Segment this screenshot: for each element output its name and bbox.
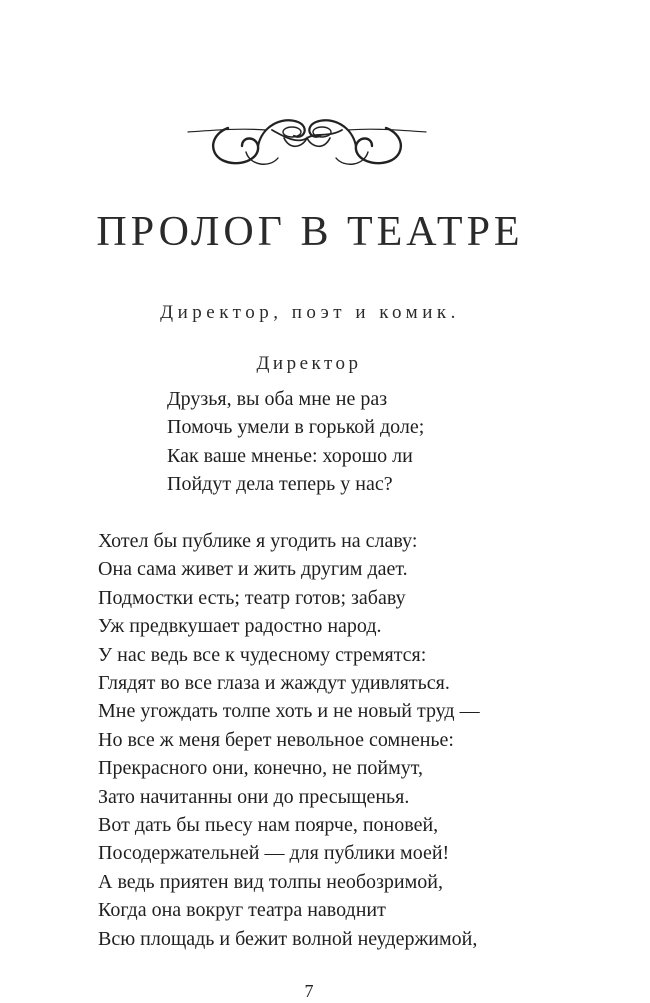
verse-line: Когда она вокруг театра наводнит	[98, 899, 386, 922]
verse-line: Вот дать бы пьесу нам поярче, поновей,	[98, 814, 439, 837]
verse-line: Мне угождать толпе хоть и не новый труд —	[98, 700, 480, 723]
verse-line: А ведь приятен вид толпы необозримой,	[98, 870, 443, 893]
verse-line: Помочь умели в горькой доле;	[167, 416, 425, 439]
verse-line: Посодержательней — для публики моей!	[98, 842, 450, 865]
verse-line: У нас ведь все к чудесному стремятся:	[98, 643, 427, 666]
verse-line: Она сама живет и жить другим дает.	[98, 558, 408, 581]
verse-line: Как ваше мненье: хорошо ли	[167, 444, 413, 467]
verse-line: Но все ж меня берет невольное сомненье:	[98, 728, 454, 751]
verse-line: Подмостки есть; театр готов; забаву	[98, 586, 406, 609]
verse-line: Друзья, вы оба мне не раз	[167, 388, 388, 410]
verse-line: Глядят во все глаза и жаждут удивляться.	[98, 672, 450, 695]
verse-line: Пойдут дела теперь у нас?	[167, 473, 393, 496]
decorative-flourish-icon	[186, 108, 428, 174]
speaker-name: Директор	[256, 353, 362, 374]
verse-line: Прекрасного они, конечно, не поймут,	[98, 757, 424, 780]
stanza-1	[167, 385, 424, 499]
characters-list: Директор, поэт и комик.	[160, 302, 460, 323]
page-number: 7	[304, 981, 314, 1001]
stanza-2	[98, 527, 480, 953]
chapter-title: ПРОЛОГ В ТЕАТРЕ	[96, 209, 524, 255]
verse-line: Зато начитанны они до пресыщенья.	[98, 785, 410, 808]
verse-line: Всю площадь и бежит волной неудержимой,	[98, 927, 478, 950]
verse-line: Уж предвкушает радостно народ.	[98, 615, 382, 638]
verse-line: Хотел бы публике я угодить на славу:	[98, 530, 418, 552]
